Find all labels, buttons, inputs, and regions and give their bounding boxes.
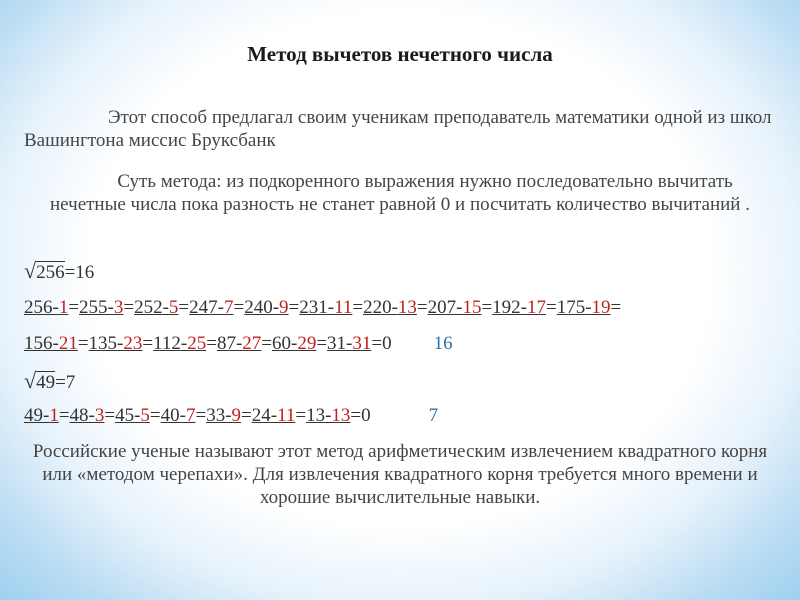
sqrt-256-result: =16 (64, 262, 95, 283)
minuend: 207 (427, 297, 457, 318)
minus-sign: - (88, 405, 95, 426)
minuend: 45 (115, 405, 135, 426)
minuend: 220 (363, 297, 392, 318)
sqrt-49-result: =7 (55, 372, 76, 393)
odd-subtrahend: 7 (185, 405, 196, 426)
equals-sign: = (352, 297, 364, 318)
subtraction-term (327, 333, 371, 354)
radicand-49: 49 (36, 372, 56, 393)
odd-subtrahend: 11 (277, 405, 296, 426)
odd-subtrahend: 9 (231, 405, 242, 426)
subtraction-term (557, 297, 611, 318)
odd-subtrahend: 31 (352, 333, 372, 354)
equals-sign: = (178, 297, 190, 318)
minuend: 112 (153, 333, 181, 354)
minuend: 135 (88, 333, 118, 354)
subtraction-term (161, 405, 196, 426)
equals-sign: = (104, 405, 116, 426)
minus-sign: - (43, 405, 50, 426)
minuend: 156 (24, 333, 53, 354)
equals-sign: = (481, 297, 493, 318)
minus-sign: - (217, 297, 224, 318)
subtraction-line-3 (24, 405, 438, 427)
equals-sign: = (261, 333, 272, 354)
subtraction-term (79, 297, 123, 318)
equals-sign: = (58, 405, 70, 426)
odd-subtrahend: 9 (279, 297, 289, 318)
minus-sign: - (585, 297, 592, 318)
minus-sign: - (270, 405, 278, 426)
subtraction-term (24, 297, 68, 318)
subtraction-term (252, 405, 296, 426)
minuend: 40 (160, 405, 180, 426)
odd-subtrahend: 27 (242, 333, 262, 354)
minus-sign: - (134, 405, 141, 426)
equals-sign: = (610, 297, 622, 318)
odd-subtrahend: 17 (527, 297, 546, 318)
subtraction-term (70, 405, 105, 426)
sqrt-symbol: √256 (24, 258, 65, 283)
subtraction-term (24, 333, 78, 354)
subtraction-term (428, 297, 482, 318)
minus-sign: - (325, 405, 332, 426)
minus-sign: - (52, 297, 59, 318)
answer-count-7: 7 (428, 405, 439, 426)
sqrt-256-equation (24, 258, 94, 284)
subtraction-term (89, 333, 143, 354)
odd-subtrahend: 3 (94, 405, 105, 426)
minuend: 192 (492, 297, 521, 318)
equals-sign: = (233, 297, 245, 318)
minuend: 87 (216, 333, 236, 354)
sqrt-49-equation (24, 368, 75, 394)
minus-sign: - (327, 297, 335, 318)
minuend: 60 (271, 333, 291, 354)
equals-sign: = (149, 405, 161, 426)
equals-sign: = (195, 405, 207, 426)
slide-title: Метод вычетов нечетного числа (247, 42, 553, 66)
odd-subtrahend: 13 (397, 297, 417, 318)
minus-sign: - (346, 333, 353, 354)
minuend: 255 (79, 297, 108, 318)
subtraction-term (206, 405, 241, 426)
equals-sign: = (68, 297, 80, 318)
equals-sign: = (288, 297, 300, 318)
odd-subtrahend: 29 (297, 333, 317, 354)
minuend: 48 (69, 405, 89, 426)
minus-sign: - (179, 405, 186, 426)
odd-subtrahend: 7 (223, 297, 234, 318)
minuend: 13 (306, 405, 326, 426)
minus-sign: - (272, 297, 280, 318)
subtraction-term (153, 333, 206, 354)
sqrt-symbol: √49 (24, 368, 56, 393)
odd-subtrahend: 13 (331, 405, 351, 426)
odd-subtrahend: 21 (58, 333, 78, 354)
minus-sign: - (107, 297, 114, 318)
odd-subtrahend: 19 (591, 297, 611, 318)
minuend: 49 (24, 405, 43, 426)
subtraction-term (299, 297, 352, 318)
radicand-256: 256 (36, 262, 65, 283)
minuend: 24 (251, 405, 271, 426)
equals-sign: = (546, 297, 557, 318)
minus-sign: - (520, 297, 527, 318)
intro-paragraph (24, 106, 784, 152)
minuend: 31 (327, 333, 347, 354)
line-end: =0 (371, 333, 392, 354)
minuend: 247 (189, 297, 218, 318)
equals-sign: = (295, 405, 307, 426)
odd-subtrahend: 5 (140, 405, 150, 426)
equals-sign: = (142, 333, 154, 354)
equals-sign: = (77, 333, 89, 354)
method-paragraph (40, 170, 760, 216)
minuend: 231 (299, 297, 328, 318)
answer-count-16: 16 (433, 333, 453, 354)
minus-sign: - (162, 297, 169, 318)
minuend: 240 (244, 297, 273, 318)
subtraction-term (134, 297, 178, 318)
odd-subtrahend: 3 (113, 297, 124, 318)
subtraction-term (272, 333, 316, 354)
odd-subtrahend: 1 (58, 297, 69, 318)
minus-sign: - (117, 333, 124, 354)
minus-sign: - (52, 333, 59, 354)
equals-sign: = (123, 297, 135, 318)
subtraction-term (217, 333, 261, 354)
subtraction-term (24, 405, 59, 426)
minus-sign: - (225, 405, 232, 426)
intro-text: Этот способ предлагал своим ученикам преподаватель математики одной из школ Вашингтона миссис Бруксбанк (24, 107, 772, 151)
odd-subtrahend: 1 (49, 405, 59, 426)
minus-sign: - (391, 297, 398, 318)
minuend: 256 (24, 297, 53, 318)
conclusion-paragraph: Российские ученые называют этот метод арифметическим извлечением квадратного корня или «методом черепахи». Для извлечения квадратного корня требуется много времени и хорошие вычислительные навыки. (32, 441, 768, 508)
subtraction-term (306, 405, 350, 426)
equals-sign: = (416, 297, 428, 318)
minus-sign: - (290, 333, 298, 354)
subtraction-term (363, 297, 417, 318)
subtraction-line-2 (24, 333, 453, 355)
subtraction-term (115, 405, 150, 426)
subtraction-term (189, 297, 233, 318)
minus-sign: - (235, 333, 243, 354)
odd-subtrahend: 23 (123, 333, 143, 354)
odd-subtrahend: 15 (462, 297, 482, 318)
minus-sign: - (180, 333, 188, 354)
subtraction-term (492, 297, 546, 318)
odd-subtrahend: 25 (187, 333, 207, 354)
equals-sign: = (241, 405, 252, 426)
equals-sign: = (316, 333, 328, 354)
minuend: 252 (134, 297, 163, 318)
method-text: Суть метода: из подкоренного выражения нужно последовательно вычитать нечетные числа пока разность не станет равной 0 и посчитать количество вычитаний . (50, 171, 750, 215)
odd-subtrahend: 5 (168, 297, 179, 318)
minuend: 33 (206, 405, 226, 426)
minus-sign: - (456, 297, 463, 318)
subtraction-line-1 (24, 297, 621, 319)
odd-subtrahend: 11 (334, 297, 353, 318)
minuend: 175 (556, 297, 586, 318)
subtraction-term (244, 297, 288, 318)
equals-sign: = (206, 333, 217, 354)
line-end: =0 (350, 405, 371, 426)
